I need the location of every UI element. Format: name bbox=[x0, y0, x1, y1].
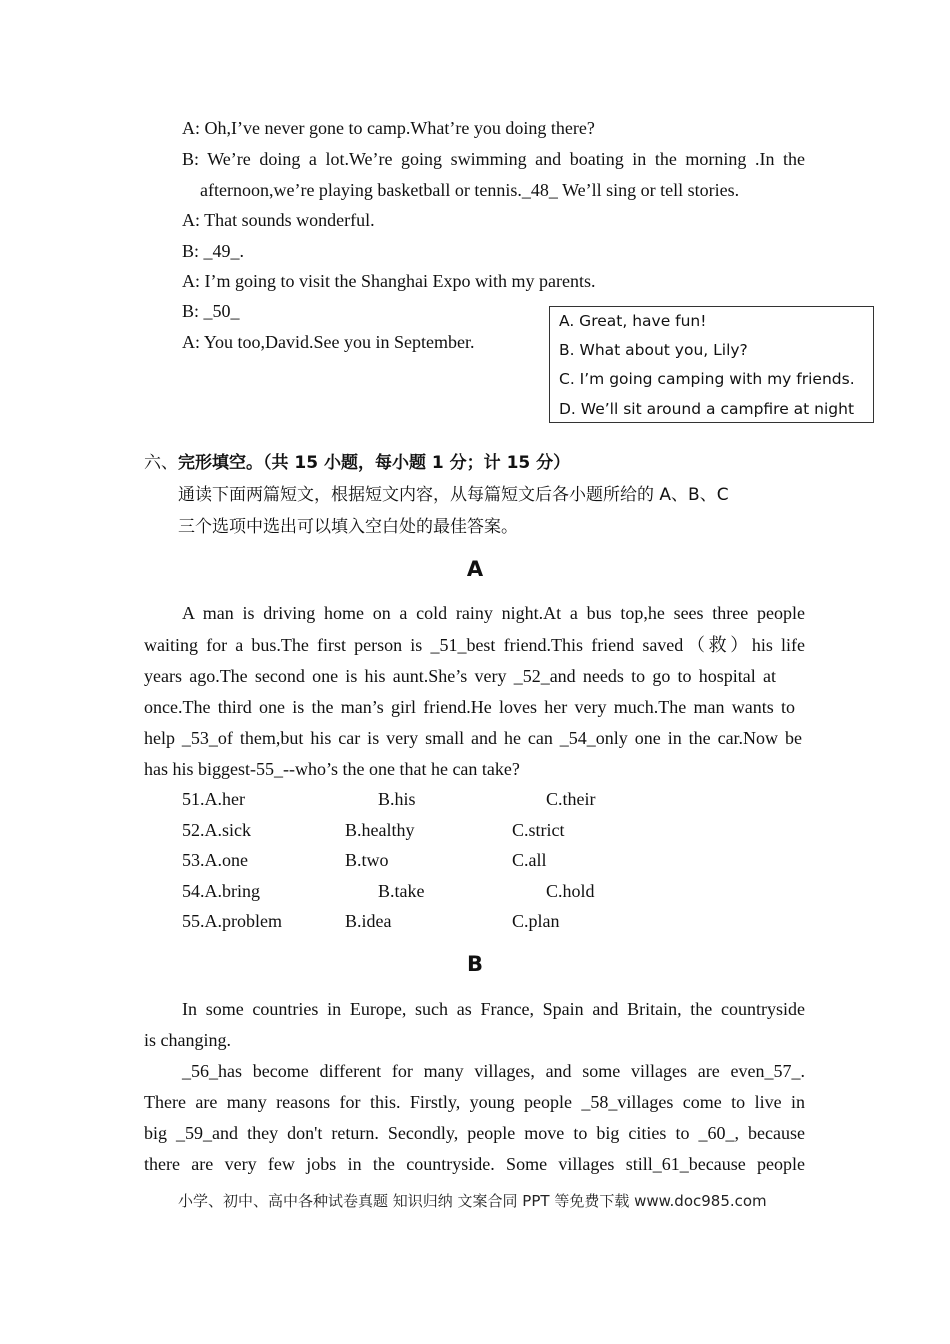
passage-a-line-4: once.The third one is the man’s girl friend.He loves her very much.The man wants to bbox=[144, 697, 795, 717]
passage-b-heading: B bbox=[466, 952, 483, 976]
dialogue-line-1: A: Oh,I’ve never gone to camp.What’re you doing there? bbox=[182, 118, 595, 138]
dialogue-line-4: A: That sounds wonderful. bbox=[182, 210, 375, 230]
question-53-b: B.two bbox=[345, 850, 389, 870]
option-b: B. What about you, Lily? bbox=[559, 341, 748, 359]
question-54-b: B.take bbox=[378, 881, 425, 901]
passage-a-line-5: help _53_of them,but his car is very small and he can _54_only one in the car.Now be bbox=[144, 728, 802, 748]
dialogue-line-6: A: I’m going to visit the Shanghai Expo with my parents. bbox=[182, 271, 596, 291]
dialogue-line-8: A: You too,David.See you in September. bbox=[182, 332, 475, 352]
question-55-b: B.idea bbox=[345, 911, 392, 931]
question-55-c: C.plan bbox=[512, 911, 560, 931]
section-heading bbox=[144, 452, 570, 474]
dialogue-line-7: B: _50_ bbox=[182, 301, 240, 321]
question-54-a: 54.A.bring bbox=[182, 881, 260, 901]
question-51-b: B.his bbox=[378, 789, 416, 809]
section-title: 完形填空。（共 15 小题，每小题 1 分；计 15 分） bbox=[178, 453, 571, 473]
page-footer: 小学、初中、高中各种试卷真题 知识归纳 文案合同 PPT 等免费下载 www.doc985.com bbox=[178, 1192, 767, 1210]
question-51-a: 51.A.her bbox=[182, 789, 245, 809]
question-51-c: C.their bbox=[546, 789, 596, 809]
passage-b-line-1: In some countries in Europe, such as France, Spain and Britain, the countryside bbox=[182, 999, 805, 1019]
passage-b-line-2: is changing. bbox=[144, 1030, 231, 1050]
question-53-c: C.all bbox=[512, 850, 547, 870]
passage-b-line-3: _56_has become different for many villages, and some villages are even_57_. bbox=[182, 1061, 805, 1081]
question-55-a: 55.A.problem bbox=[182, 911, 282, 931]
section-number: 六、 bbox=[144, 453, 178, 473]
dialogue-line-5: B: _49_. bbox=[182, 241, 245, 261]
options-box bbox=[549, 306, 874, 423]
passage-a-line-2: waiting for a bus.The first person is _51_best friend.This friend saved（救）his life bbox=[144, 635, 805, 655]
section-instruction-2: 三个选项中选出可以填入空白处的最佳答案。 bbox=[178, 517, 518, 537]
passage-a-heading: A bbox=[466, 557, 484, 581]
section-instruction-1: 通读下面两篇短文，根据短文内容，从每篇短文后各小题所给的 A、B、C bbox=[178, 485, 729, 505]
question-52-b: B.healthy bbox=[345, 820, 415, 840]
dialogue-line-2: B: We’re doing a lot.We’re going swimming and boating in the morning .In the bbox=[182, 149, 805, 169]
dialogue-line-3: afternoon,we’re playing basketball or tennis._48_ We’ll sing or tell stories. bbox=[200, 180, 740, 200]
passage-a-line-3: years ago.The second one is his aunt.She’s very _52_and needs to go to hospital at bbox=[144, 666, 776, 686]
option-d: D. We’ll sit around a campfire at night bbox=[559, 400, 855, 418]
passage-b-line-5: big _59_and they don't return. Secondly, people move to big cities to _60_, because bbox=[144, 1123, 805, 1143]
passage-b-line-6: there are very few jobs in the countryside. Some villages still_61_because people bbox=[144, 1154, 805, 1174]
question-53-a: 53.A.one bbox=[182, 850, 248, 870]
question-54-c: C.hold bbox=[546, 881, 595, 901]
question-52-c: C.strict bbox=[512, 820, 565, 840]
option-a: A. Great, have fun! bbox=[559, 312, 707, 330]
question-52-a: 52.A.sick bbox=[182, 820, 251, 840]
passage-b-line-4: There are many reasons for this. Firstly, young people _58_villages come to live in bbox=[144, 1092, 805, 1112]
passage-a-line-1: A man is driving home on a cold rainy night.At a bus top,he sees three people bbox=[182, 603, 805, 623]
option-c: C. I’m going camping with my friends. bbox=[559, 370, 855, 388]
passage-a-line-6: has his biggest-55_--who’s the one that he can take? bbox=[144, 759, 520, 779]
